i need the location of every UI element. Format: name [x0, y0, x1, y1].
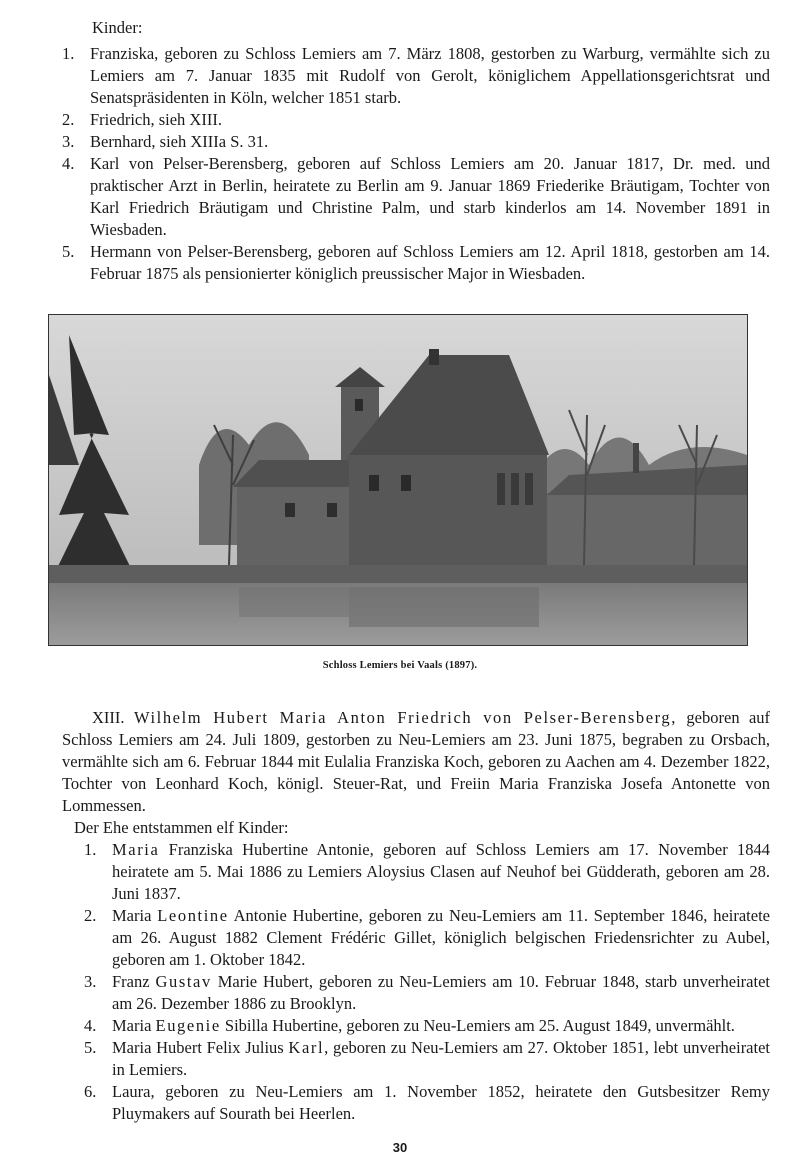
- list-item: [84, 905, 770, 971]
- list-item: [84, 1037, 770, 1081]
- item-text-post: Laura, geboren zu Neu-Lemiers am 1. November 1852, heiratete den Gutsbesitzer Remy Pluymakers auf Sourath bei Heerlen.: [112, 1082, 770, 1123]
- item-number: 1.: [62, 44, 75, 63]
- list-item: [62, 241, 770, 285]
- list-item: [62, 153, 770, 241]
- item-text-post: Marie Hubert, geboren zu Neu-Lemiers am 10. Februar 1848, starb unverheiratet am 26. Dezember 1886 zu Brooklyn.: [112, 972, 770, 1013]
- item-number: 5.: [62, 242, 75, 261]
- item-number: 6.: [84, 1082, 97, 1101]
- item-number: 4.: [62, 154, 75, 173]
- spaced-name: Eugenie: [155, 1016, 221, 1035]
- item-number: 3.: [84, 972, 97, 991]
- item-number: 3.: [62, 132, 75, 151]
- item-text-pre: Maria: [112, 906, 158, 925]
- person-name: Wilhelm Hubert Maria Anton Friedrich von Pelser-Berensberg,: [133, 708, 678, 727]
- item-text: Franziska, geboren zu Schloss Lemiers am 7. März 1808, gestorben zu Warburg, vermählte sich zu Lemiers am 7. Januar 1835 mit Rudolf von Gerolt, königlichem Appellationsgerichtsrat und Senatspräsidenten in Köln, welcher 1851 starb.: [90, 44, 770, 107]
- item-text: Bernhard, sieh XIIIa S. 31.: [90, 132, 269, 151]
- item-text-pre: Maria Hubert Felix Julius: [112, 1038, 289, 1057]
- item-number: 5.: [84, 1038, 97, 1057]
- section-xiii: [62, 707, 770, 1125]
- children-intro: Der Ehe entstammen elf Kinder:: [74, 818, 289, 837]
- children-list: [62, 43, 770, 285]
- list-item: [84, 1015, 770, 1037]
- section-numeral: XIII.: [92, 708, 125, 727]
- section-paragraph: [62, 707, 770, 817]
- item-text-pre: Franz: [112, 972, 156, 991]
- item-text: Friedrich, sieh XIII.: [90, 110, 222, 129]
- section-text: geboren auf Schloss Lemiers am 24. Juli 1809, gestorben zu Neu-Lemiers am 23. Juni 1875, begraben zu Orsbach, vermählte sich am 6. Februar 1844 mit Eulalia Franziska Koch, geboren zu Aachen am 4. Dezember 1822, Tochter von Leonhard Koch, königl. Steuer-Rat, und Freiin Maria Franziska Josefa Antonette von Lommessen.: [62, 708, 771, 815]
- spaced-name: Gustav: [155, 972, 212, 991]
- item-number: 2.: [62, 110, 75, 129]
- list-item: [84, 971, 770, 1015]
- item-text: Karl von Pelser-Berensberg, geboren auf Schloss Lemiers am 20. Januar 1817, Dr. med. und praktischer Arzt in Berlin, heiratete zu Berlin am 9. Januar 1869 Friederike Bräutigam, Tochter von Karl Friedrich Bräutigam und Christine Palm, und starb kinderlos am 14. November 1891 in Wiesbaden.: [90, 154, 770, 239]
- list-item: [84, 1081, 770, 1125]
- children-heading: Kinder:: [92, 18, 143, 37]
- list-item: [84, 839, 770, 905]
- item-number: 2.: [84, 906, 97, 925]
- section-children-list: [62, 839, 770, 1125]
- item-text-post: Antonie Hubertine, geboren zu Neu-Lemiers am 11. September 1846, heiratete am 26. August 1882 Clement Frédéric Gillet, königlich belgischen Friedensrichter zu Aubel, geboren am 1. Oktober 1842.: [112, 906, 770, 969]
- item-text-post: , geboren zu Neu-Lemiers am 27. Oktober 1851, lebt unverheiratet in Lemiers.: [112, 1038, 770, 1079]
- item-text-post: Franziska Hubertine Antonie, geboren auf Schloss Lemiers am 17. November 1844 heiratete am 5. Mai 1886 zu Lemiers Aloysius Clasen auf Neuhof bei Güdderath, geboren am 28. Juni 1837.: [112, 840, 770, 903]
- item-text-pre: Maria: [112, 1016, 156, 1035]
- spaced-name: Maria: [112, 840, 160, 859]
- castle-illustration: [49, 315, 747, 645]
- item-number: 1.: [84, 840, 97, 859]
- list-item: [62, 109, 770, 131]
- spaced-name: Leontine: [157, 906, 229, 925]
- figure-caption: Schloss Lemiers bei Vaals (1897).: [322, 660, 478, 671]
- list-item: [62, 131, 770, 153]
- castle-photograph: [48, 314, 748, 646]
- spaced-name: Karl: [288, 1038, 325, 1057]
- list-item: [62, 43, 770, 109]
- item-text-post: Sibilla Hubertine, geboren zu Neu-Lemiers am 25. August 1849, unvermählt.: [220, 1016, 735, 1035]
- item-text: Hermann von Pelser-Berensberg, geboren auf Schloss Lemiers am 12. April 1818, gestorben am 14. Februar 1875 als pensionierter königlich preussischer Major in Wiesbaden.: [90, 242, 770, 283]
- page-number: 30: [392, 1140, 408, 1155]
- item-number: 4.: [84, 1016, 97, 1035]
